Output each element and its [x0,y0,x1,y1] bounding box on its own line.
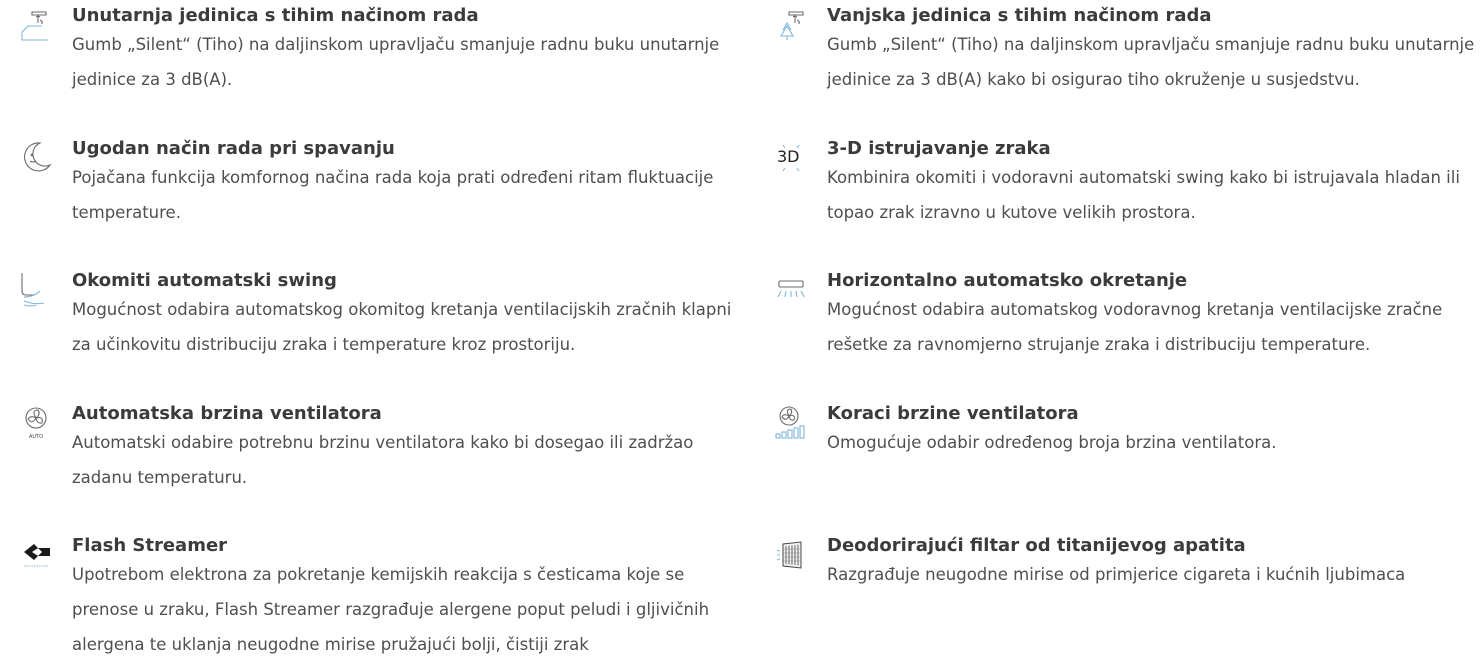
description-line: Mogućnost odabira automatskog okomitog kretanja ventilacijskih zračnih klapni [72,300,732,319]
feature-description [827,160,1480,230]
flash-streamer-icon [18,536,54,572]
description-line: alergena te uklanja neugodne mirise pružajući bolji, čistiji zrak [72,635,589,654]
feature-indoor-silent [72,4,732,97]
description-line: jedinice za 3 dB(A). [72,70,233,89]
feature-title: Flash Streamer [72,535,228,556]
feature-description [72,425,732,495]
description-line: zadanu temperaturu. [72,468,248,487]
feature-titanium-filter [827,534,1480,592]
description-line: Kombinira okomiti i vodoravni automatski swing kako bi istrujavala hladan ili [827,168,1460,187]
auto-fan-icon [18,404,54,440]
feature-title: Vanjska jedinica s tihim načinom rada [827,5,1212,26]
description-line: Pojačana funkcija komfornog načina rada koja prati određeni ritam fluktuacije [72,168,714,187]
outdoor-silent-icon [773,6,809,42]
description-line: Gumb „Silent“ (Tiho) na daljinskom upravljaču smanjuje radnu buku unutarnje [827,35,1475,54]
feature-title: Deodorirajući filtar od titanijevog apatita [827,535,1246,556]
description-line: za učinkovitu distribuciju zraka i temperature kroz prostoriju. [72,335,576,354]
description-line: jedinice za 3 dB(A) kako bi osigurao tiho okruženje u susjedstvu. [827,70,1360,89]
svg-text:3D: 3D [777,147,800,166]
feature-title: Horizontalno automatsko okretanje [827,270,1188,291]
feature-sleep-mode [72,137,732,230]
feature-description [72,27,732,97]
feature-description [827,425,1480,460]
3d-airflow-icon [773,139,809,175]
feature-outdoor-silent [827,4,1480,97]
fan-speed-steps-icon [773,404,809,440]
description-line: Mogućnost odabira automatskog vodoravnog kretanja ventilacijske zračne [827,300,1443,319]
feature-3d-airflow [777,137,1480,230]
feature-description [827,27,1480,97]
feature-title: Unutarnja jedinica s tihim načinom rada [72,5,479,26]
description-line: Upotrebom elektrona za pokretanje kemijskih reakcija s česticama koje se [72,565,685,584]
feature-horizontal-swing [827,269,1480,362]
feature-title: 3-D istrujavanje zraka [827,138,1051,159]
horizontal-swing-icon [773,271,809,307]
description-line: Razgrađuje neugodne mirise od primjerice cigareta i kućnih ljubimaca [827,565,1406,584]
feature-auto-fan-speed [28,402,732,495]
feature-description [72,160,732,230]
description-line: prenose u zraku, Flash Streamer razgrađuje alergene poput peludi i gljivičnih [72,600,710,619]
feature-title: Ugodan način rada pri spavanju [72,138,395,159]
moon-sleep-icon [18,139,54,175]
feature-description [72,292,732,362]
description-line: Automatski odabire potrebnu brzinu ventilatora kako bi dosegao ili zadržao [72,433,694,452]
feature-description [72,557,732,662]
vertical-swing-icon [18,271,54,307]
feature-title: Automatska brzina ventilatora [72,403,382,424]
description-line: rešetke za ravnomjerno strujanje zraka i distribuciju temperature. [827,335,1371,354]
description-line: temperature. [72,203,181,222]
feature-fan-speed-steps [827,402,1480,460]
titanium-filter-icon [773,536,809,572]
feature-title: Koraci brzine ventilatora [827,403,1079,424]
description-line: Omogućuje odabir određenog broja brzina ventilatora. [827,433,1277,452]
feature-title: Okomiti automatski swing [72,270,337,291]
feature-vertical-swing [72,269,732,362]
description-line: Gumb „Silent“ (Tiho) na daljinskom upravljaču smanjuje radnu buku unutarnje [72,35,720,54]
description-line: topao zrak izravno u kutove velikih prostora. [827,203,1196,222]
feature-flash-streamer [72,534,732,662]
indoor-silent-icon [18,6,54,42]
feature-description [827,557,1480,592]
svg-text:AUTO: AUTO [28,434,44,440]
feature-description [827,292,1480,362]
